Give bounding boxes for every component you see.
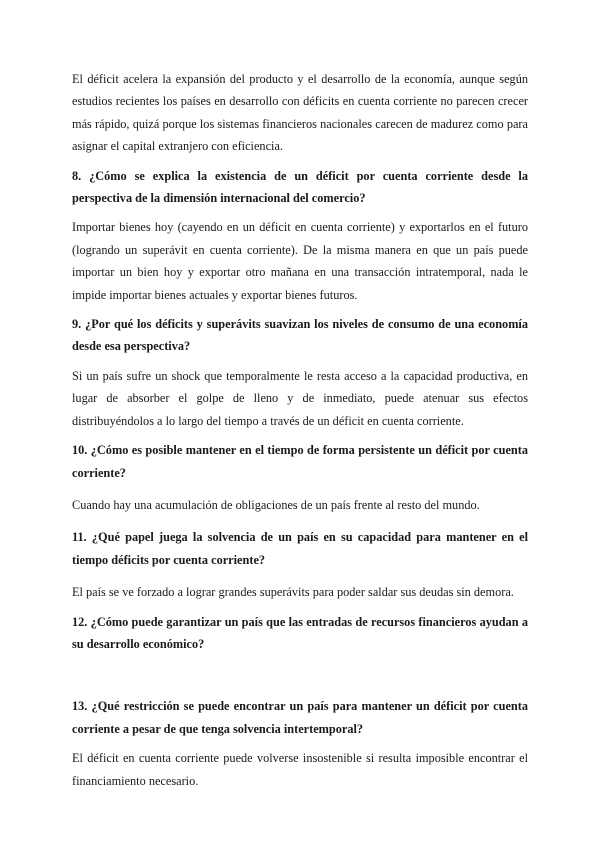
intro-paragraph: El déficit acelera la expansión del producto y el desarrollo de la economía, aunque según estudios recientes los países en desarrollo con déficits en cuenta corriente no parecen crecer más rápido, quizá porque los sistemas financieros nacionales carecen de madurez como para asignar el capital extranjero con eficiencia. [72,72,528,154]
document-page [72,68,528,792]
answer-9: Si un país sufre un shock que temporalmente le resta acceso a la capacidad productiva, en lugar de absorber el golpe de lleno y de inmediato, puede atenuar sus efectos distribuyéndolos a lo largo del tiempo a través de un déficit en cuenta corriente. [72,368,528,428]
question-10: 10. ¿Cómo es posible mantener en el tiempo de forma persistente un déficit por cuenta corriente? [72,443,528,480]
answer-10: Cuando hay una acumulación de obligaciones de un país frente al resto del mundo. [72,497,480,512]
question-8: 8. ¿Cómo se explica la existencia de un déficit por cuenta corriente desde la perspectiva de la dimensión internacional del comercio? [72,168,528,206]
answer-13: El déficit en cuenta corriente puede volverse insostenible si resulta imposible encontrar el financiamiento necesario. [72,751,528,788]
answer-8: Importar bienes hoy (cayendo en un déficit en cuenta corriente) y exportarlos en el futuro (logrando un superávit en cuenta corriente). De la misma manera en que un país puede importar un bien hoy y exportar otro mañana en una transacción intratemporal, nada le impide importar bienes actuales y exportar bienes futuros. [72,220,528,302]
question-9: 9. ¿Por qué los déficits y superávits suavizan los niveles de consumo de una economía desde esa perspectiva? [72,317,528,354]
question-13: 13. ¿Qué restricción se puede encontrar un país para mantener un déficit por cuenta corriente a pesar de que tenga solvencia intertemporal? [72,699,528,736]
answer-11: El país se ve forzado a lograr grandes superávits para poder saldar sus deudas sin demora. [72,585,514,600]
question-12: 12. ¿Cómo puede garantizar un país que las entradas de recursos financieros ayudan a su desarrollo económico? [72,614,528,651]
question-11: 11. ¿Qué papel juega la solvencia de un país en su capacidad para mantener en el tiempo déficits por cuenta corriente? [72,530,528,567]
